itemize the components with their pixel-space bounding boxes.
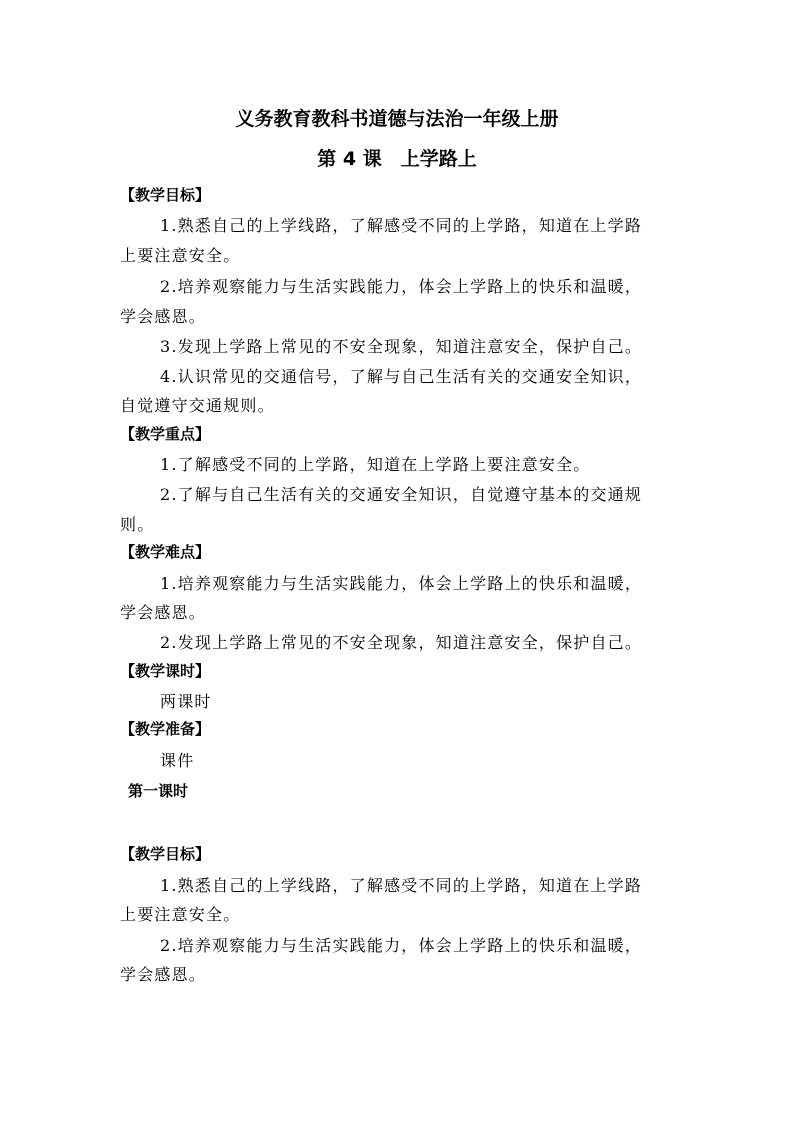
key-points-heading: 【教学重点】: [120, 425, 211, 443]
first-objectives-heading: 【教学目标】: [120, 845, 211, 863]
difficulty-2-line-1: 2.发现上学路上常见的不安全现象，知道注意安全，保护自己。: [160, 633, 643, 652]
objective-1-line-2: 上要注意安全。: [120, 246, 241, 265]
hours-value: 两课时: [160, 692, 212, 711]
key-point-2-line-1: 2.了解与自己生活有关的交通安全知识，自觉遵守基本的交通规: [160, 485, 643, 504]
objective-3-line-1: 3.发现上学路上常见的不安全现象，知道注意安全，保护自己。: [160, 337, 643, 356]
key-point-1-line-1: 1.了解感受不同的上学路，知道在上学路上要注意安全。: [160, 455, 591, 474]
objective-2-line-2: 学会感恩。: [120, 307, 207, 326]
objective-4-line-2: 自觉遵守交通规则。: [120, 396, 275, 415]
first-lesson-heading: 第一课时: [128, 782, 189, 800]
key-point-2-line-2: 则。: [120, 515, 155, 534]
difficulty-1-line-2: 学会感恩。: [120, 603, 207, 622]
document-title: 义务教育教科书道德与法治一年级上册: [235, 108, 559, 130]
first-objective-1-line-2: 上要注意安全。: [120, 905, 241, 924]
objective-2-line-1: 2.培养观察能力与生活实践能力，体会上学路上的快乐和温暖，: [160, 277, 643, 296]
difficulty-1-line-1: 1.培养观察能力与生活实践能力，体会上学路上的快乐和温暖，: [160, 574, 643, 593]
difficulties-heading: 【教学难点】: [120, 543, 211, 561]
first-objective-2-line-2: 学会感恩。: [120, 965, 207, 984]
preparation-value: 课件: [160, 751, 195, 770]
objectives-heading: 【教学目标】: [120, 186, 211, 204]
hours-heading: 【教学课时】: [120, 662, 211, 680]
objective-4-line-1: 4.认识常见的交通信号，了解与自己生活有关的交通安全知识，: [160, 367, 643, 386]
first-objective-1-line-1: 1.熟悉自己的上学线路，了解感受不同的上学路，知道在上学路: [160, 876, 643, 895]
objective-1-line-1: 1.熟悉自己的上学线路，了解感受不同的上学路，知道在上学路: [160, 216, 643, 235]
preparation-heading: 【教学准备】: [120, 720, 211, 738]
lesson-title: 第 4 课 上学路上: [317, 148, 477, 170]
first-objective-2-line-1: 2.培养观察能力与生活实践能力，体会上学路上的快乐和温暖，: [160, 936, 643, 955]
